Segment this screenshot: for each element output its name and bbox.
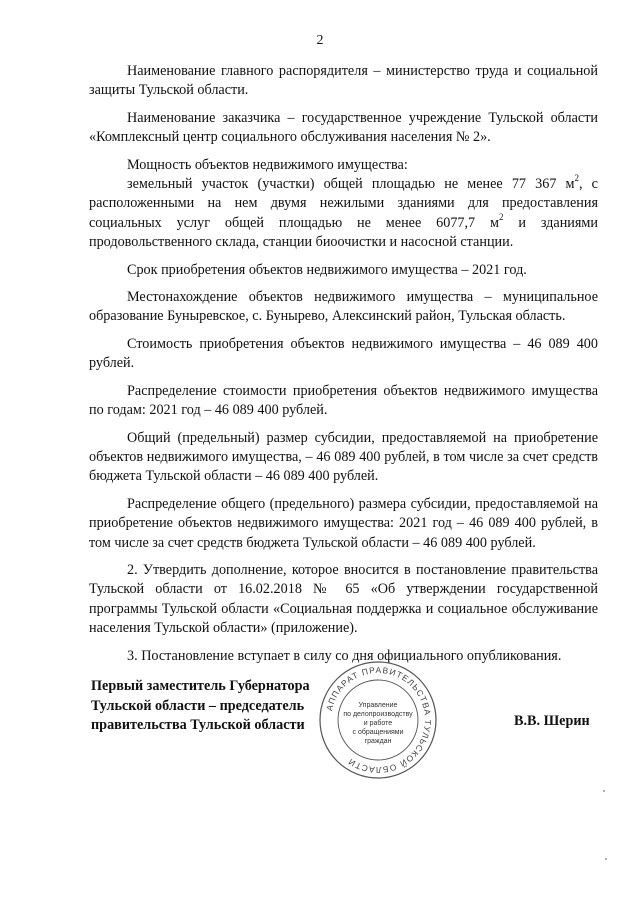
paragraph-main-administrator: Наименование главного распорядителя – министерство труда и социальной защиты Тульской области. bbox=[89, 63, 598, 99]
stamp-line: и работе bbox=[363, 720, 393, 727]
capacity-text-part2: , с расположенными на нем двумя нежилыми зданиями для предоставления социальных услуг общей площадью не менее 6077,7 м bbox=[89, 176, 598, 231]
stamp-line: с обращениями bbox=[352, 729, 404, 736]
stamp-line: Управление bbox=[358, 702, 398, 709]
paragraph-capacity-details bbox=[89, 175, 598, 253]
signatory-title-line: Первый заместитель Губернатора bbox=[91, 678, 310, 694]
signatory-title-line: правительства Тульской области bbox=[91, 717, 305, 734]
page-number: 2 bbox=[316, 33, 324, 48]
signatory-name: В.В. Шерин bbox=[514, 713, 590, 729]
capacity-text-part3: и зданиями продовольственного склада, станции биоочистки и насосной станции. bbox=[89, 214, 598, 251]
paragraph-capacity-heading: Мощность объектов недвижимого имущества: bbox=[127, 156, 408, 173]
scan-speck bbox=[605, 858, 607, 860]
capacity-text-part1: земельный участок (участки) общей площадью не менее 77 367 м bbox=[127, 176, 575, 193]
paragraph-cost-by-year: Распределение стоимости приобретения объектов недвижимого имущества по годам: 2021 год – 46 089 400 рублей. bbox=[89, 382, 598, 419]
paragraph-customer: Наименование заказчика – государственное учреждение Тульской области «Комплексный центр социального обслуживания населения № 2». bbox=[89, 109, 598, 146]
superscript-squared: 2 bbox=[574, 173, 580, 184]
paragraph-cost: Стоимость приобретения объектов недвижимого имущества – 46 089 400 рублей. bbox=[89, 335, 598, 372]
scan-speck bbox=[603, 790, 605, 792]
paragraph-subsidy-total: Общий (предельный) размер субсидии, предоставляемой на приобретение объектов недвижимого имущества, – 46 089 400 рублей, в том числе за счет средств бюджета Тульской области – 46 089 400 рублей. bbox=[89, 429, 598, 485]
paragraph-approve-addendum: 2. Утвердить дополнение, которое вносится в постановление правительства Тульской области от 16.02.2018 № 65 «Об утверждении государственной программы Тульской области «Социальная поддержка и социальное обслуживание населения Тульской области» (приложение). bbox=[89, 561, 598, 637]
superscript-squared: 2 bbox=[499, 211, 504, 222]
signatory-title bbox=[91, 677, 331, 736]
signatory-title-line: Тульской области – председатель bbox=[91, 697, 305, 714]
stamp-line: граждан bbox=[364, 738, 392, 745]
paragraph-subsidy-distribution: Распределение общего (предельного) размера субсидии, предоставляемой на приобретение объектов недвижимого имущества: 2021 год – 46 089 400 рублей, в том числе за счет средств бюджета Тульской области – 46 089 400 рублей. bbox=[89, 495, 598, 551]
document-body bbox=[89, 62, 598, 674]
paragraph-effective-date: 3. Постановление вступает в силу со дня официального опубликования. bbox=[127, 647, 562, 664]
stamp-inner-text bbox=[338, 701, 418, 746]
stamp-line: по делопроизводству bbox=[343, 711, 413, 718]
paragraph-location: Местонахождение объектов недвижимого имущества – муниципальное образование Бунырeвское, с. Бунырево, Алексинский район, Тульская область. bbox=[89, 289, 598, 325]
svg-text:АППАРАТ ПРАВИТЕЛЬСТВА ТУЛЬСКОЙ: АППАРАТ ПРАВИТЕЛЬСТВА ТУЛЬСКОЙ ОБЛАСТИ bbox=[323, 664, 434, 776]
paragraph-acquisition-term: Срок приобретения объектов недвижимого имущества – 2021 год. bbox=[127, 261, 527, 278]
